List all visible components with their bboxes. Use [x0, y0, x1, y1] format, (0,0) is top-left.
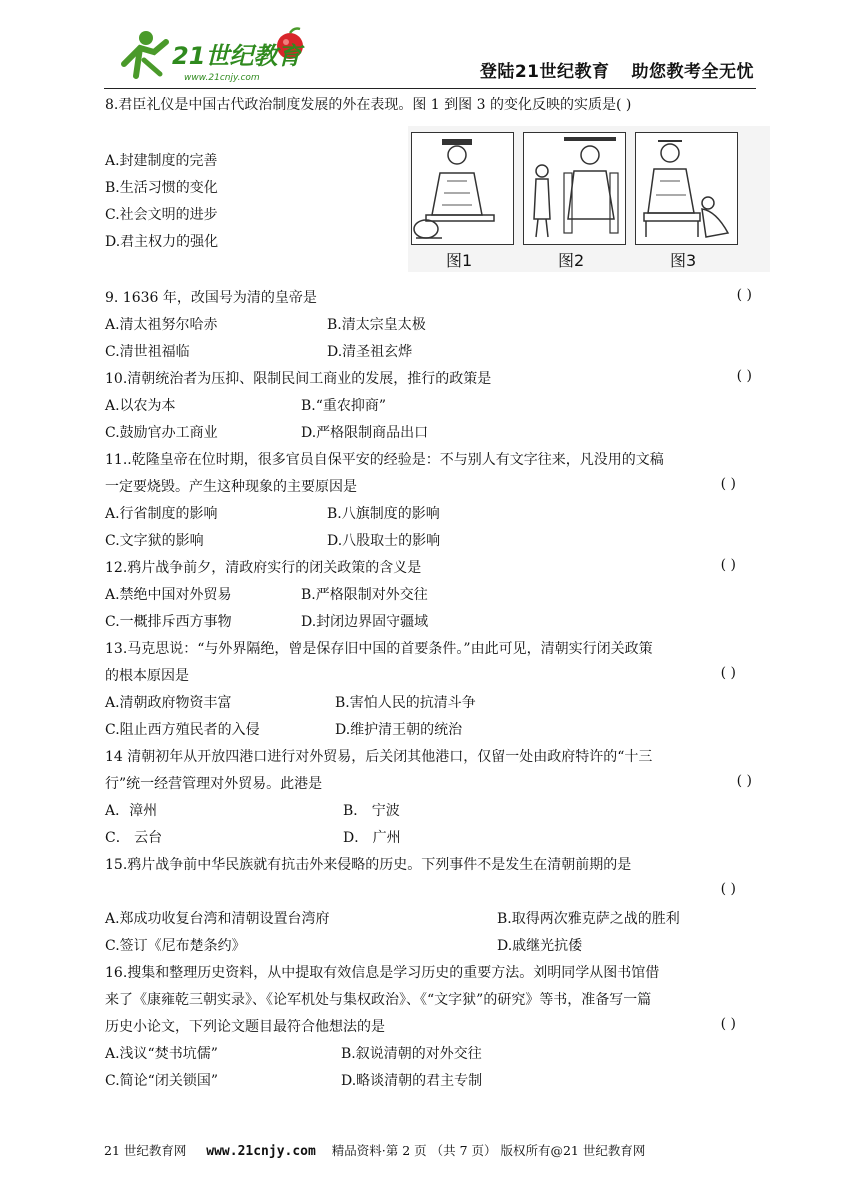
q13-option-b: B.害怕人民的抗清斗争: [335, 695, 476, 711]
q13-stem-line2: 的根本原因是: [105, 668, 189, 684]
logo-url: www.21cnjy.com: [184, 73, 260, 83]
emperor-with-standing-official-icon: [524, 133, 625, 244]
q11-option-b: B.八旗制度的影响: [327, 506, 440, 522]
q16-option-b: B.叙说清朝的对外交往: [341, 1046, 482, 1062]
emperor-with-prostrating-official-icon: [636, 133, 737, 244]
q15-option-c: C.签订《尼布楚条约》: [105, 938, 246, 954]
q16-option-a: A.浅议“焚书坑儒”: [105, 1046, 218, 1062]
q14-stem-line2: 行”统一经营管理对外贸易。此港是: [105, 776, 323, 792]
figure-2-caption: 图2: [558, 251, 585, 270]
q15-stem: 15.鸦片战争前中华民族就有抗击外来侵略的历史。下列事件不是发生在清朝前期的是: [105, 857, 632, 873]
q16-answer-blank: ( ): [720, 1016, 736, 1032]
figure-1: [411, 132, 514, 245]
slogan-right: 助您教考全无忧: [631, 62, 754, 82]
q8-option-b: B.生活习惯的变化: [105, 180, 218, 196]
q9-option-b: B.清太宗皇太极: [327, 317, 426, 333]
q8-figures: [408, 126, 770, 272]
q13-answer-blank: ( ): [720, 665, 736, 681]
q12-option-c: C.一概排斥西方事物: [105, 614, 232, 630]
q12-option-d: D.封闭边界固守疆域: [301, 614, 429, 630]
q10-stem: 10.清朝统治者为压抑、限制民间工商业的发展，推行的政策是: [105, 371, 492, 387]
q13-option-a: A.清朝政府物资丰富: [105, 695, 232, 711]
q12-option-a: A.禁绝中国对外贸易: [105, 587, 232, 603]
q8-option-a: A.封建制度的完善: [105, 153, 218, 169]
q15-option-b: B.取得两次雅克萨之战的胜利: [497, 911, 680, 927]
q16-option-c: C.简论“闭关锁国”: [105, 1073, 218, 1089]
q9-stem: 9. 1636 年，改国号为清的皇帝是: [105, 290, 317, 306]
q14-option-a: A．漳州: [105, 803, 158, 819]
page-header: [104, 22, 756, 89]
q9-option-c: C.清世祖福临: [105, 344, 190, 360]
running-figure-icon: [124, 31, 166, 76]
q9-option-d: D.清圣祖玄烨: [327, 344, 413, 360]
footer-page-info: 精品资料·第 2 页 （共 7 页） 版权所有@21 世纪教育网: [331, 1143, 646, 1158]
logo-text: 21世纪教育: [172, 42, 302, 70]
q13-option-c: C.阻止西方殖民者的入侵: [105, 722, 260, 738]
q16-stem-line2: 来了《康雍乾三朝实录》、《论军机处与集权政治》、《“文字狱”的研究》等书，准备写一篇: [105, 992, 652, 1008]
emperor-with-kneeling-official-icon: [412, 133, 513, 244]
q10-option-c: C.鼓励官办工商业: [105, 425, 218, 441]
footer-site: 21 世纪教育网: [104, 1143, 187, 1158]
q15-option-d: D.戚继光抗倭: [497, 938, 583, 954]
q10-option-a: A.以农为本: [105, 398, 176, 414]
page-footer: [104, 1141, 764, 1159]
q8-option-d: D.君主权力的强化: [105, 234, 219, 250]
site-logo[interactable]: [114, 24, 314, 86]
figure-2: [523, 132, 626, 245]
q13-stem-line1: 13.马克思说：“与外界隔绝，曾是保存旧中国的首要条件。”由此可见，清朝实行闭关政策: [105, 641, 653, 657]
q14-option-d: D． 广州: [343, 830, 401, 846]
q11-option-c: C.文字狱的影响: [105, 533, 204, 549]
q10-option-d: D.严格限制商品出口: [301, 425, 429, 441]
q15-option-a: A.郑成功收复台湾和清朝设置台湾府: [105, 911, 330, 927]
figure-3: [635, 132, 738, 245]
q15-answer-blank: ( ): [720, 881, 736, 897]
q12-answer-blank: ( ): [720, 557, 736, 573]
q12-option-b: B.严格限制对外交往: [301, 587, 428, 603]
q9-option-a: A.清太祖努尔哈赤: [105, 317, 218, 333]
q16-stem-line3: 历史小论文，下列论文题目最符合他想法的是: [105, 1019, 385, 1035]
q14-answer-blank: ( ): [736, 773, 752, 789]
q11-option-a: A.行省制度的影响: [105, 506, 218, 522]
footer-url[interactable]: www.21cnjy.com: [206, 1144, 316, 1159]
q8-option-c: C.社会文明的进步: [105, 207, 218, 223]
q16-option-d: D.略谈清朝的君主专制: [341, 1073, 483, 1089]
q13-option-d: D.维护清王朝的统治: [335, 722, 463, 738]
q11-answer-blank: ( ): [720, 476, 736, 492]
q8-stem: 8.君臣礼仪是中国古代政治制度发展的外在表现。图 1 到图 3 的变化反映的实质是( ): [105, 97, 632, 113]
figure-1-caption: 图1: [446, 251, 473, 270]
q14-option-b: B． 宁波: [343, 803, 400, 819]
q11-option-d: D.八股取士的影响: [327, 533, 441, 549]
q12-stem: 12.鸦片战争前夕，清政府实行的闭关政策的含义是: [105, 560, 422, 576]
q16-stem-line1: 16.搜集和整理历史资料，从中提取有效信息是学习历史的重要方法。刘明同学从图书馆借: [105, 965, 660, 981]
q11-stem-line1: 11..乾隆皇帝在位时期，很多官员自保平安的经验是：不与别人有文字往来，凡没用的文稿: [105, 452, 664, 468]
slogan-left: 登陆21世纪教育: [479, 62, 610, 82]
q10-option-b: B.“重农抑商”: [301, 398, 387, 414]
header-slogan: [480, 57, 754, 82]
figure-3-caption: 图3: [670, 251, 697, 270]
q14-option-c: C． 云台: [105, 830, 163, 846]
q11-stem-line2: 一定要烧毁。产生这种现象的主要原因是: [105, 479, 357, 495]
q14-stem-line1: 14 清朝初年从开放四港口进行对外贸易，后关闭其他港口，仅留一处由政府特许的“十三: [105, 749, 653, 765]
q10-answer-blank: ( ): [736, 368, 752, 384]
q9-answer-blank: ( ): [736, 287, 752, 303]
